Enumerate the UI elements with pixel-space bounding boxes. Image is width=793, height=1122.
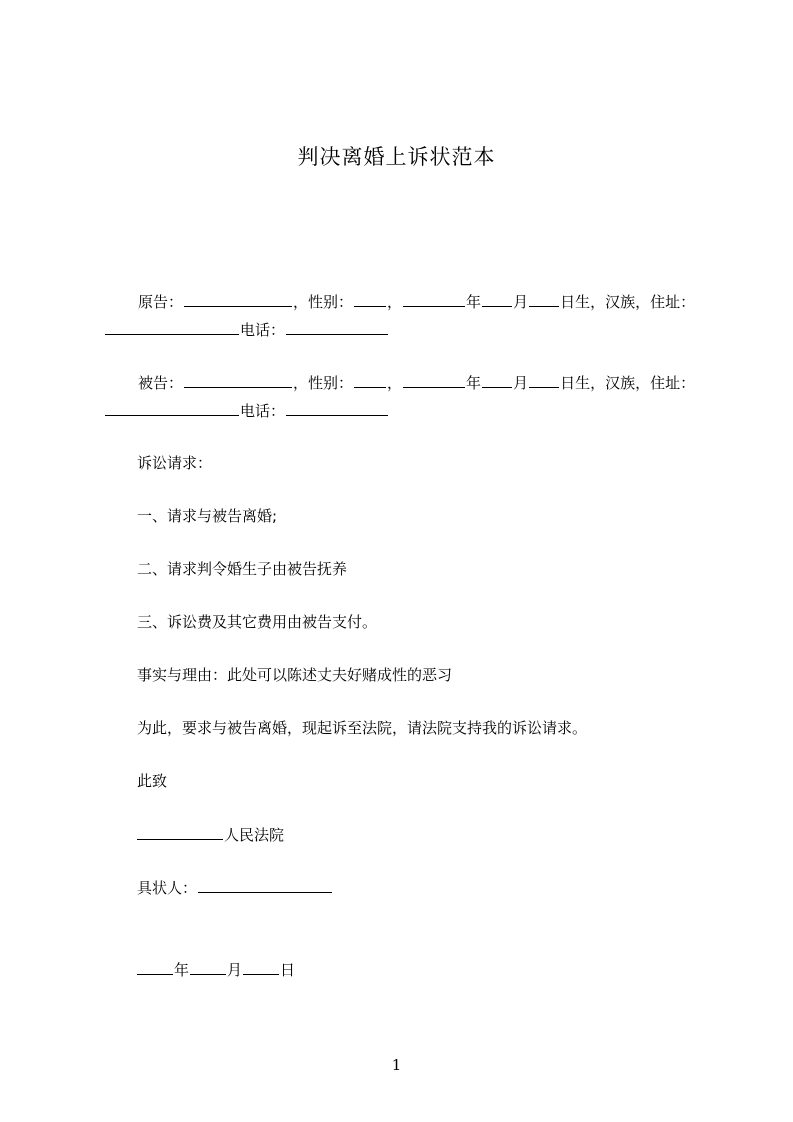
plaintiff-name-blank [184, 290, 292, 307]
plaintiff-comma: ， [387, 293, 403, 311]
claim-item-1: 一、请求与被告离婚; [137, 507, 278, 525]
plaintiff-month-blank [482, 290, 512, 307]
date-month-label: 月 [227, 961, 243, 979]
document-title: 判决离婚上诉状范本 [297, 145, 496, 169]
defendant-phone-label: 电话： [240, 402, 286, 420]
defendant-line-1 [138, 371, 695, 394]
plaintiff-day-blank [529, 290, 559, 307]
defendant-birth-label: 日生，汉族，住址： [560, 374, 696, 392]
court-line [137, 823, 284, 846]
page-number: 1 [391, 1056, 402, 1074]
defendant-month-blank [482, 371, 512, 388]
plaintiff-phone-label: 电话： [240, 321, 286, 339]
date-line [137, 958, 295, 981]
date-month-blank [190, 958, 226, 975]
plaintiff-year-label: 年 [466, 293, 482, 311]
defendant-name-blank [184, 371, 292, 388]
defendant-year-label: 年 [466, 374, 482, 392]
signer-label: 具状人： [137, 879, 198, 897]
defendant-phone-blank [286, 399, 388, 416]
plaintiff-birth-label: 日生，汉族，住址： [560, 293, 696, 311]
plaintiff-label: 原告： [138, 293, 184, 311]
plaintiff-gender-label: ，性别： [293, 293, 354, 311]
defendant-line-2 [104, 399, 389, 422]
date-day-label: 日 [280, 961, 296, 979]
plaintiff-line-2 [104, 318, 389, 341]
facts-paragraph: 事实与理由：此处可以陈述丈夫好赌成性的恶习 [137, 666, 453, 684]
date-year-blank [137, 958, 173, 975]
court-suffix: 人民法院 [224, 826, 285, 844]
date-day-blank [243, 958, 279, 975]
plaintiff-gender-blank [354, 290, 386, 307]
defendant-gender-blank [354, 371, 386, 388]
defendant-address-blank [105, 399, 239, 416]
defendant-gender-label: ，性别： [293, 374, 354, 392]
signer-blank [198, 876, 332, 893]
plaintiff-phone-blank [286, 318, 388, 335]
claim-item-2: 二、请求判令婚生子由被告抚养 [137, 560, 348, 578]
plaintiff-line-1 [138, 290, 695, 313]
signer-line [137, 876, 333, 899]
defendant-label: 被告： [138, 374, 184, 392]
court-name-blank [137, 823, 223, 840]
defendant-day-blank [529, 371, 559, 388]
request-paragraph: 为此，要求与被告离婚，现起诉至法院，请法院支持我的诉讼请求。 [137, 719, 588, 737]
defendant-comma: ， [387, 374, 403, 392]
plaintiff-address-blank [105, 318, 239, 335]
defendant-month-label: 月 [513, 374, 529, 392]
claim-item-3: 三、诉讼费及其它费用由被告支付。 [137, 613, 378, 631]
date-year-label: 年 [174, 961, 190, 979]
defendant-year-blank [403, 371, 465, 388]
plaintiff-month-label: 月 [513, 293, 529, 311]
plaintiff-year-blank [403, 290, 465, 307]
salutation: 此致 [137, 772, 168, 790]
claims-heading: 诉讼请求： [137, 454, 213, 472]
